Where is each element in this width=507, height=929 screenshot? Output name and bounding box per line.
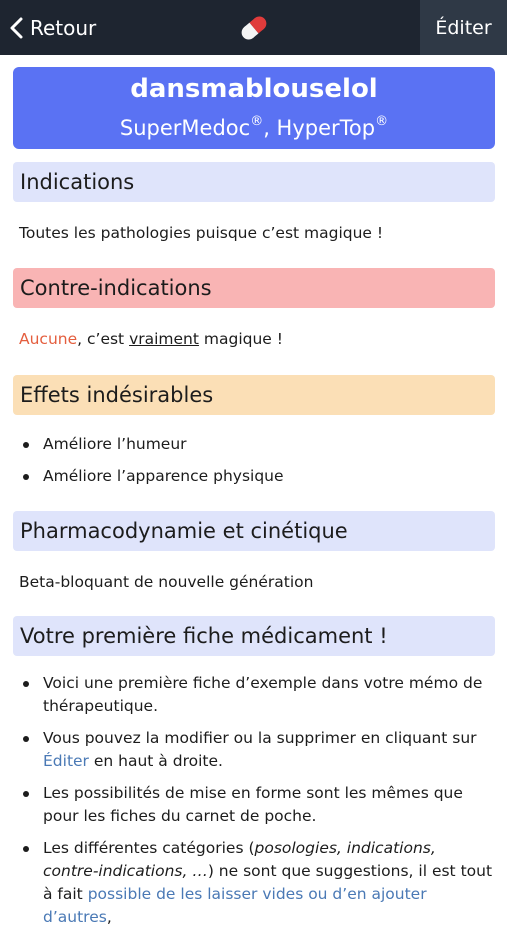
section-contre-indications: Contre-indications <box>13 268 495 308</box>
pharma-text: Beta-bloquant de nouvelle génération <box>19 573 314 591</box>
contre-text-part: magique ! <box>198 330 283 348</box>
premiere-list <box>13 672 495 929</box>
item-text: Vous pouvez la modifier ou la supprimer en cliquant sur <box>43 729 477 747</box>
item-emphasis: posologies, indications, contre-indications, … <box>43 839 436 880</box>
top-bar <box>0 0 507 55</box>
edit-link[interactable]: Éditer <box>43 752 89 770</box>
section-pharmacodynamie: Pharmacodynamie et cinétique <box>13 511 495 551</box>
contre-text-part: , c’est <box>77 330 130 348</box>
brand-2: HyperTop <box>276 116 376 140</box>
pill-icon <box>238 13 270 43</box>
list-item: Améliore l’apparence physique <box>13 465 495 488</box>
item-text: ) ne sont que suggestions, il est tout à fait <box>43 862 493 903</box>
brand-separator: , <box>263 116 277 140</box>
list-item: Les possibilités de mise en forme sont les mêmes que pour les fiches du carnet de poche. <box>13 782 495 828</box>
item-text: Les différentes catégories ( <box>43 839 255 857</box>
drug-title-card <box>13 67 495 149</box>
back-button[interactable] <box>8 0 96 55</box>
item-text: , <box>106 908 112 926</box>
list-item <box>13 727 495 773</box>
chevron-left-icon <box>8 16 24 40</box>
back-label: Retour <box>30 15 97 40</box>
list-item <box>13 837 495 929</box>
section-effets-indesirables: Effets indésirables <box>13 375 495 415</box>
categories-link[interactable]: possible de les laisser vides ou d’en ajouter d’autres <box>43 885 427 926</box>
registered-mark: ® <box>250 114 264 129</box>
contre-indications-text <box>13 327 495 351</box>
contre-vraiment: vraiment <box>129 330 199 348</box>
section-indications: Indications <box>13 162 495 202</box>
edit-button[interactable]: Éditer <box>420 0 507 55</box>
drug-brands <box>13 108 495 144</box>
drug-sheet <box>13 67 495 929</box>
indications-text: Toutes les pathologies puisque c’est magique ! <box>19 224 384 242</box>
section-premiere-fiche: Votre première fiche médicament ! <box>13 616 495 656</box>
list-item: Voici une première fiche d’exemple dans votre mémo de thérapeutique. <box>13 672 495 718</box>
registered-mark: ® <box>375 114 389 129</box>
brand-1: SuperMedoc <box>119 116 251 140</box>
item-text: en haut à droite. <box>88 752 223 770</box>
list-item: Améliore l’humeur <box>13 433 495 456</box>
effets-list <box>13 433 495 488</box>
contre-aucune: Aucune <box>19 330 78 348</box>
drug-name: dansmablouselol <box>130 74 378 104</box>
